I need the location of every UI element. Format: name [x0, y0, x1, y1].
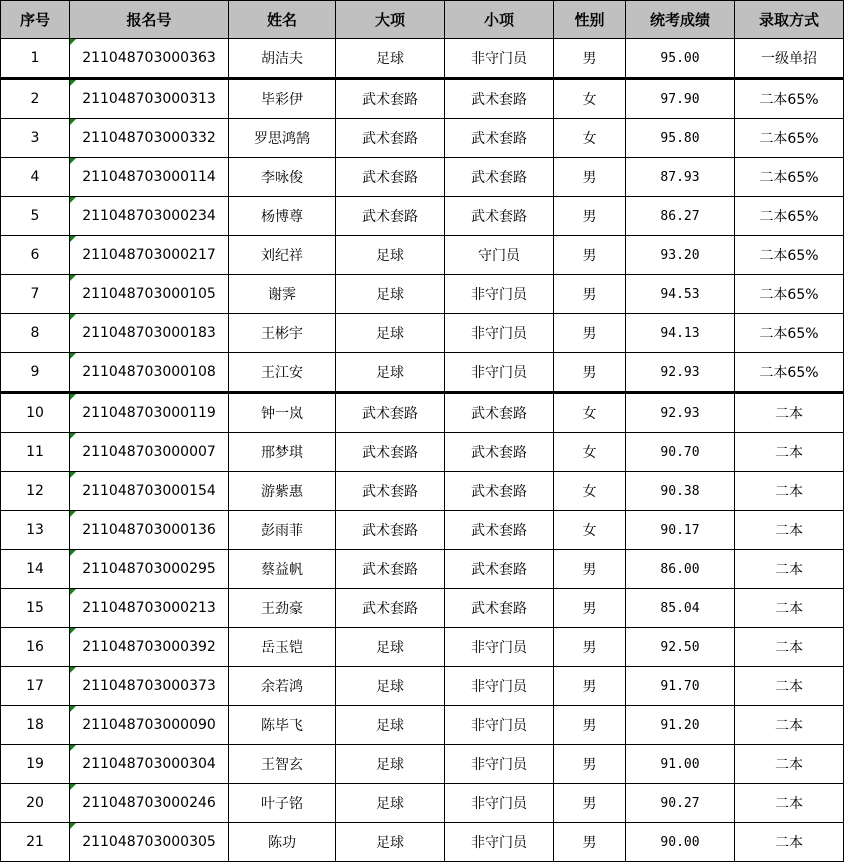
seq-cell: 10: [1, 393, 70, 433]
table-row: [1, 119, 844, 158]
seq-cell: 11: [1, 433, 70, 472]
gender-cell: 男: [554, 236, 626, 275]
subcategory-cell: 武术套路: [445, 119, 554, 158]
reg-no-cell: 211048703000108: [70, 353, 229, 393]
admission-type-cell: 二本65%: [735, 119, 844, 158]
seq-cell: 20: [1, 784, 70, 823]
score-cell: 97.90: [626, 79, 735, 119]
name-cell: 彭雨菲: [229, 511, 336, 550]
admission-type-cell: 二本65%: [735, 314, 844, 353]
name-cell: 余若鸿: [229, 667, 336, 706]
admission-type-cell: 二本: [735, 745, 844, 784]
admission-type-cell: 一级单招: [735, 39, 844, 79]
name-cell: 胡洁夫: [229, 39, 336, 79]
subcategory-cell: 武术套路: [445, 550, 554, 589]
header-admission-type: 录取方式: [735, 1, 844, 39]
subcategory-cell: 武术套路: [445, 79, 554, 119]
table-row: [1, 628, 844, 667]
seq-cell: 6: [1, 236, 70, 275]
name-cell: 岳玉铠: [229, 628, 336, 667]
table-row: [1, 314, 844, 353]
name-cell: 钟一岚: [229, 393, 336, 433]
gender-cell: 男: [554, 39, 626, 79]
score-cell: 95.00: [626, 39, 735, 79]
reg-no-cell: 211048703000313: [70, 79, 229, 119]
gender-cell: 男: [554, 628, 626, 667]
subcategory-cell: 非守门员: [445, 353, 554, 393]
reg-no-cell: 211048703000114: [70, 158, 229, 197]
reg-no-cell: 211048703000363: [70, 39, 229, 79]
gender-cell: 男: [554, 353, 626, 393]
admission-type-cell: 二本65%: [735, 275, 844, 314]
table-row: [1, 39, 844, 79]
table-row: [1, 667, 844, 706]
gender-cell: 女: [554, 433, 626, 472]
score-cell: 87.93: [626, 158, 735, 197]
table-row: [1, 511, 844, 550]
score-cell: 94.53: [626, 275, 735, 314]
subcategory-cell: 武术套路: [445, 158, 554, 197]
gender-cell: 女: [554, 79, 626, 119]
subcategory-cell: 非守门员: [445, 745, 554, 784]
subcategory-cell: 武术套路: [445, 393, 554, 433]
category-cell: 武术套路: [336, 393, 445, 433]
name-cell: 罗思鸿鹄: [229, 119, 336, 158]
gender-cell: 男: [554, 314, 626, 353]
category-cell: 足球: [336, 745, 445, 784]
admission-type-cell: 二本65%: [735, 158, 844, 197]
score-cell: 85.04: [626, 589, 735, 628]
name-cell: 游紫惠: [229, 472, 336, 511]
admission-type-cell: 二本65%: [735, 79, 844, 119]
score-cell: 94.13: [626, 314, 735, 353]
subcategory-cell: 武术套路: [445, 472, 554, 511]
header-reg-no: 报名号: [70, 1, 229, 39]
category-cell: 武术套路: [336, 119, 445, 158]
admission-type-cell: 二本65%: [735, 236, 844, 275]
admission-type-cell: 二本: [735, 667, 844, 706]
reg-no-cell: 211048703000305: [70, 823, 229, 862]
gender-cell: 男: [554, 823, 626, 862]
category-cell: 足球: [336, 628, 445, 667]
table-row: [1, 433, 844, 472]
table-row: [1, 236, 844, 275]
seq-cell: 14: [1, 550, 70, 589]
reg-no-cell: 211048703000007: [70, 433, 229, 472]
table-row: [1, 823, 844, 862]
admission-type-cell: 二本: [735, 433, 844, 472]
name-cell: 谢霁: [229, 275, 336, 314]
admission-type-cell: 二本: [735, 784, 844, 823]
admission-type-cell: 二本: [735, 472, 844, 511]
score-cell: 91.00: [626, 745, 735, 784]
seq-cell: 4: [1, 158, 70, 197]
score-cell: 90.38: [626, 472, 735, 511]
reg-no-cell: 211048703000373: [70, 667, 229, 706]
gender-cell: 男: [554, 158, 626, 197]
reg-no-cell: 211048703000234: [70, 197, 229, 236]
reg-no-cell: 211048703000154: [70, 472, 229, 511]
gender-cell: 女: [554, 472, 626, 511]
seq-cell: 12: [1, 472, 70, 511]
seq-cell: 16: [1, 628, 70, 667]
category-cell: 足球: [336, 784, 445, 823]
gender-cell: 男: [554, 745, 626, 784]
name-cell: 叶子铭: [229, 784, 336, 823]
admission-type-cell: 二本: [735, 511, 844, 550]
seq-cell: 17: [1, 667, 70, 706]
gender-cell: 男: [554, 550, 626, 589]
score-cell: 93.20: [626, 236, 735, 275]
seq-cell: 2: [1, 79, 70, 119]
seq-cell: 21: [1, 823, 70, 862]
header-seq: 序号: [1, 1, 70, 39]
name-cell: 王劲豪: [229, 589, 336, 628]
name-cell: 陈功: [229, 823, 336, 862]
subcategory-cell: 武术套路: [445, 589, 554, 628]
reg-no-cell: 211048703000183: [70, 314, 229, 353]
subcategory-cell: 非守门员: [445, 314, 554, 353]
score-cell: 86.27: [626, 197, 735, 236]
admission-type-cell: 二本: [735, 823, 844, 862]
name-cell: 王彬宇: [229, 314, 336, 353]
admission-type-cell: 二本65%: [735, 197, 844, 236]
subcategory-cell: 非守门员: [445, 823, 554, 862]
gender-cell: 男: [554, 784, 626, 823]
seq-cell: 13: [1, 511, 70, 550]
name-cell: 杨博尊: [229, 197, 336, 236]
reg-no-cell: 211048703000246: [70, 784, 229, 823]
subcategory-cell: 非守门员: [445, 706, 554, 745]
reg-no-cell: 211048703000090: [70, 706, 229, 745]
seq-cell: 5: [1, 197, 70, 236]
seq-cell: 18: [1, 706, 70, 745]
score-cell: 92.50: [626, 628, 735, 667]
table-row: [1, 79, 844, 119]
subcategory-cell: 守门员: [445, 236, 554, 275]
seq-cell: 1: [1, 39, 70, 79]
header-row: [1, 1, 844, 39]
score-cell: 90.70: [626, 433, 735, 472]
admission-type-cell: 二本: [735, 706, 844, 745]
score-cell: 90.17: [626, 511, 735, 550]
seq-cell: 7: [1, 275, 70, 314]
seq-cell: 15: [1, 589, 70, 628]
category-cell: 武术套路: [336, 511, 445, 550]
score-cell: 92.93: [626, 353, 735, 393]
gender-cell: 男: [554, 667, 626, 706]
score-cell: 90.00: [626, 823, 735, 862]
score-cell: 95.80: [626, 119, 735, 158]
category-cell: 足球: [336, 314, 445, 353]
score-cell: 91.70: [626, 667, 735, 706]
table-row: [1, 550, 844, 589]
admission-type-cell: 二本65%: [735, 353, 844, 393]
reg-no-cell: 211048703000217: [70, 236, 229, 275]
category-cell: 足球: [336, 667, 445, 706]
name-cell: 李咏俊: [229, 158, 336, 197]
header-name: 姓名: [229, 1, 336, 39]
header-category: 大项: [336, 1, 445, 39]
subcategory-cell: 非守门员: [445, 784, 554, 823]
category-cell: 武术套路: [336, 472, 445, 511]
reg-no-cell: 211048703000136: [70, 511, 229, 550]
reg-no-cell: 211048703000332: [70, 119, 229, 158]
score-cell: 91.20: [626, 706, 735, 745]
name-cell: 刘纪祥: [229, 236, 336, 275]
gender-cell: 女: [554, 393, 626, 433]
seq-cell: 19: [1, 745, 70, 784]
header-subcategory: 小项: [445, 1, 554, 39]
name-cell: 毕彩伊: [229, 79, 336, 119]
category-cell: 足球: [336, 823, 445, 862]
name-cell: 王智玄: [229, 745, 336, 784]
category-cell: 武术套路: [336, 550, 445, 589]
category-cell: 足球: [336, 706, 445, 745]
category-cell: 足球: [336, 275, 445, 314]
seq-cell: 8: [1, 314, 70, 353]
score-cell: 86.00: [626, 550, 735, 589]
table-row: [1, 745, 844, 784]
table-body: [1, 39, 844, 862]
reg-no-cell: 211048703000105: [70, 275, 229, 314]
subcategory-cell: 非守门员: [445, 667, 554, 706]
seq-cell: 9: [1, 353, 70, 393]
admission-type-cell: 二本: [735, 589, 844, 628]
name-cell: 陈毕飞: [229, 706, 336, 745]
subcategory-cell: 非守门员: [445, 39, 554, 79]
category-cell: 武术套路: [336, 79, 445, 119]
table-row: [1, 353, 844, 393]
score-cell: 92.93: [626, 393, 735, 433]
subcategory-cell: 武术套路: [445, 511, 554, 550]
category-cell: 足球: [336, 236, 445, 275]
header-gender: 性别: [554, 1, 626, 39]
gender-cell: 男: [554, 589, 626, 628]
category-cell: 武术套路: [336, 197, 445, 236]
gender-cell: 男: [554, 275, 626, 314]
name-cell: 邢梦琪: [229, 433, 336, 472]
subcategory-cell: 武术套路: [445, 433, 554, 472]
reg-no-cell: 211048703000213: [70, 589, 229, 628]
gender-cell: 男: [554, 197, 626, 236]
name-cell: 王江安: [229, 353, 336, 393]
admission-type-cell: 二本: [735, 628, 844, 667]
gender-cell: 男: [554, 706, 626, 745]
table-row: [1, 472, 844, 511]
subcategory-cell: 非守门员: [445, 628, 554, 667]
subcategory-cell: 非守门员: [445, 275, 554, 314]
table-row: [1, 158, 844, 197]
reg-no-cell: 211048703000119: [70, 393, 229, 433]
table-row: [1, 275, 844, 314]
category-cell: 足球: [336, 353, 445, 393]
reg-no-cell: 211048703000304: [70, 745, 229, 784]
admission-type-cell: 二本: [735, 550, 844, 589]
reg-no-cell: 211048703000392: [70, 628, 229, 667]
header-score: 统考成绩: [626, 1, 735, 39]
category-cell: 足球: [336, 39, 445, 79]
table-row: [1, 706, 844, 745]
table-row: [1, 197, 844, 236]
admission-type-cell: 二本: [735, 393, 844, 433]
table-row: [1, 393, 844, 433]
category-cell: 武术套路: [336, 433, 445, 472]
category-cell: 武术套路: [336, 589, 445, 628]
table-row: [1, 589, 844, 628]
gender-cell: 女: [554, 511, 626, 550]
seq-cell: 3: [1, 119, 70, 158]
gender-cell: 女: [554, 119, 626, 158]
subcategory-cell: 武术套路: [445, 197, 554, 236]
reg-no-cell: 211048703000295: [70, 550, 229, 589]
category-cell: 武术套路: [336, 158, 445, 197]
table-row: [1, 784, 844, 823]
name-cell: 蔡益帆: [229, 550, 336, 589]
score-cell: 90.27: [626, 784, 735, 823]
